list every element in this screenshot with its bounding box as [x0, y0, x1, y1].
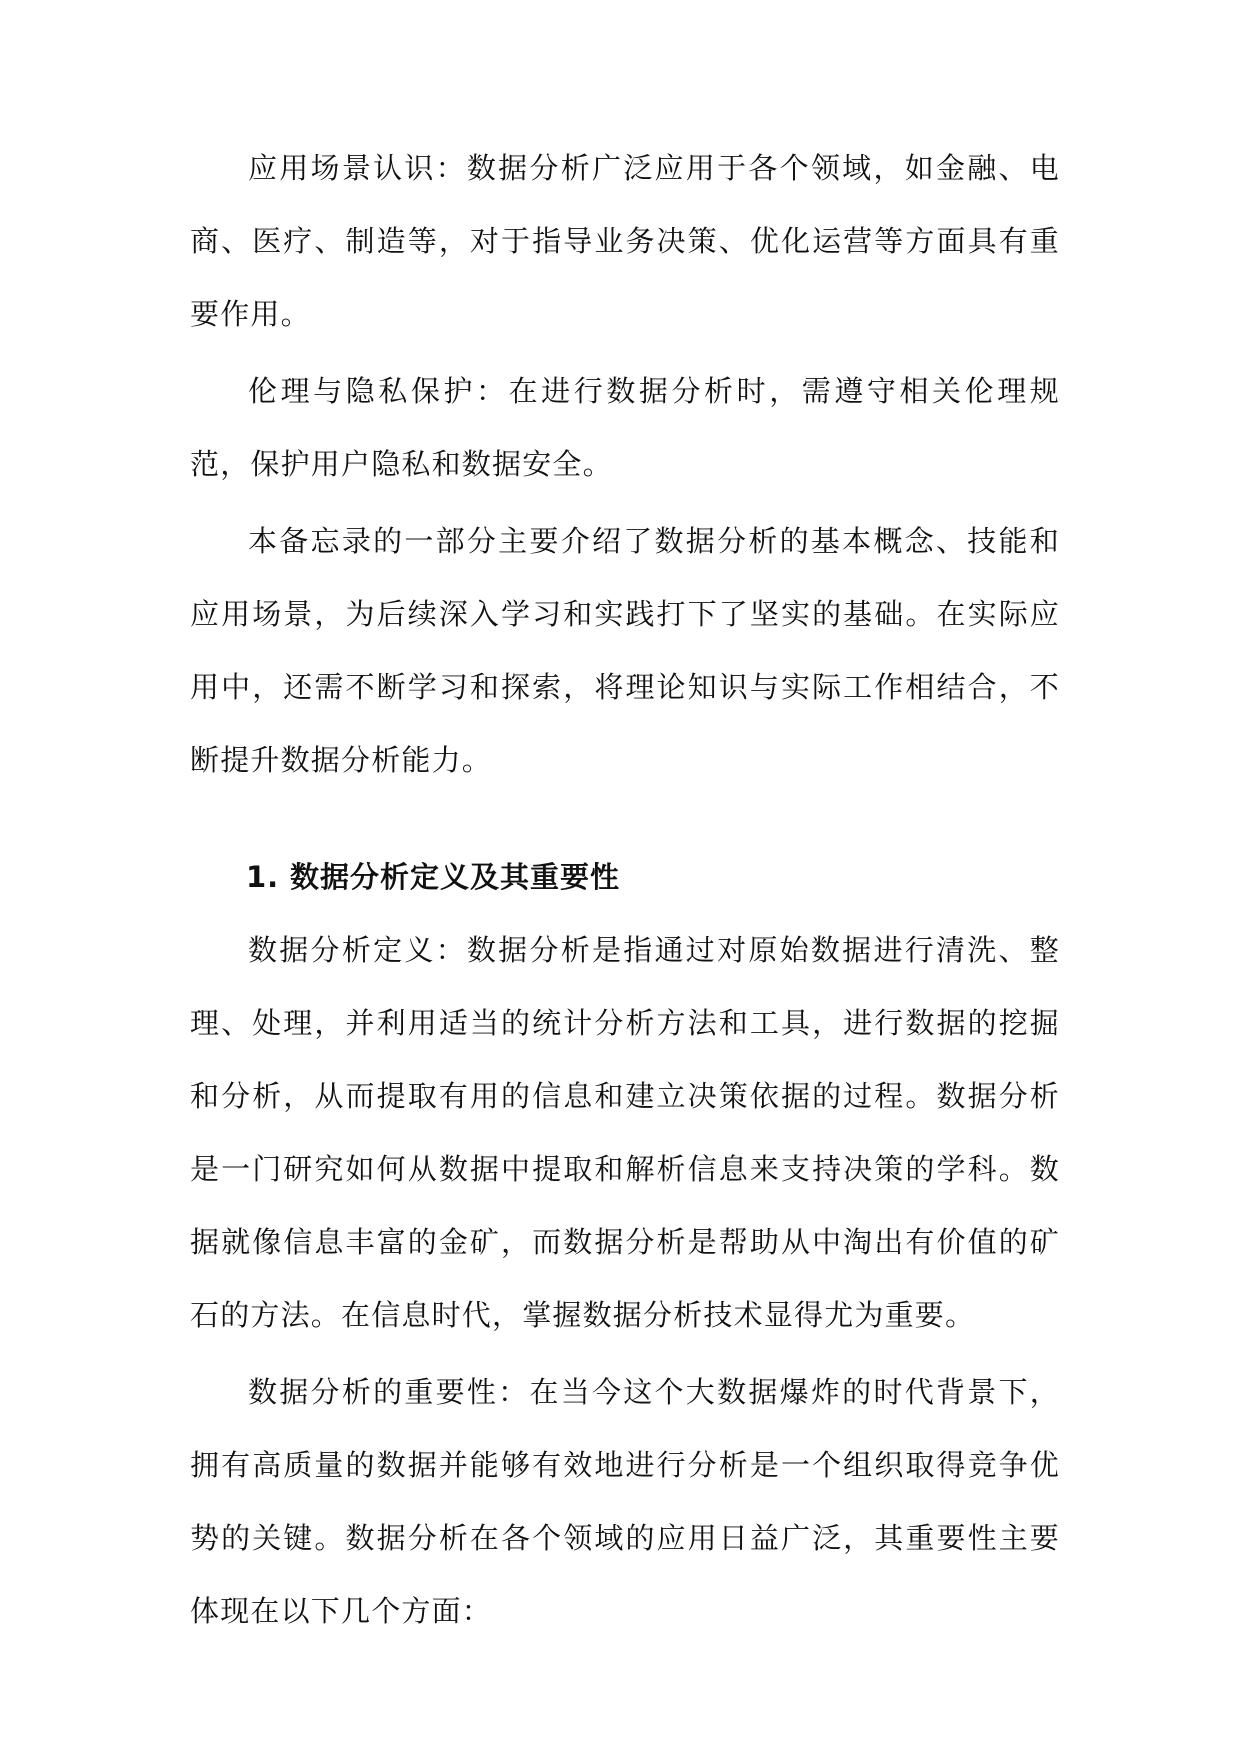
section-heading — [190, 841, 1060, 914]
paragraph-application-scenarios: 应用场景认识：数据分析广泛应用于各个领域，如金融、电商、医疗、制造等，对于指导业务决策、优化运营等方面具有重要作用。 — [190, 151, 1060, 331]
paragraph-importance: 数据分析的重要性：在当今这个大数据爆炸的时代背景下，拥有高质量的数据并能够有效地进行分析是一个组织取得竞争优势的关键。数据分析在各个领域的应用日益广泛，其重要性主要体现在以下几个方面： — [190, 1375, 1060, 1628]
paragraph-definition: 数据分析定义：数据分析是指通过对原始数据进行清洗、整理、处理，并利用适当的统计分析方法和工具，进行数据的挖掘和分析，从而提取有用的信息和建立决策依据的过程。数据分析是一门研究如何从数据中提取和解析信息来支持决策的学科。数据就像信息丰富的金矿，而数据分析是帮助从中淘出有价值的矿石的方法。在信息时代，掌握数据分析技术显得尤为重要。 — [190, 933, 1060, 1332]
document-page — [190, 132, 1060, 1652]
paragraph-memo-summary: 本备忘录的一部分主要介绍了数据分析的基本概念、技能和应用场景，为后续深入学习和实践打下了坚实的基础。在实际应用中，还需不断学习和探索，将理论知识与实际工作相结合，不断提升数据分析能力。 — [190, 524, 1060, 777]
paragraph-ethics-privacy: 伦理与隐私保护：在进行数据分析时，需遵守相关伦理规范，保护用户隐私和数据安全。 — [190, 374, 1060, 481]
section-number: 1. — [246, 860, 280, 894]
section-title: 数据分析定义及其重要性 — [290, 860, 621, 894]
